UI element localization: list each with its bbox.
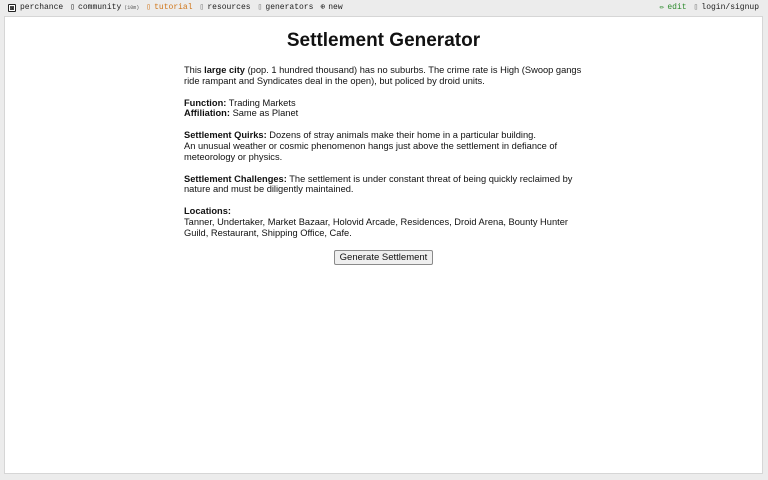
nav-perchance[interactable] xyxy=(8,0,63,16)
dice-icon xyxy=(8,4,16,12)
account-links xyxy=(660,0,759,16)
nav-resources[interactable] xyxy=(200,0,251,16)
settlement-size: large city xyxy=(204,65,245,75)
quirks-block xyxy=(184,130,589,162)
function-value: Trading Markets xyxy=(228,97,296,108)
function-label: Function: xyxy=(184,97,227,108)
nav-generators-label: generators xyxy=(265,3,314,12)
challenges-label: Settlement Challenges: xyxy=(184,173,287,184)
pencil-icon: ✏ xyxy=(659,3,665,12)
generate-settlement-button[interactable]: Generate Settlement xyxy=(334,250,434,265)
function-affiliation-block xyxy=(184,98,589,120)
button-row xyxy=(5,247,762,265)
login-link[interactable] xyxy=(694,0,759,16)
folder-icon: ▯ xyxy=(199,3,205,12)
affiliation-label: Affiliation: xyxy=(184,108,230,119)
intro-prefix: This xyxy=(184,65,205,75)
top-nav-bar xyxy=(0,0,768,16)
book-icon: ▯ xyxy=(146,3,152,12)
nav-tutorial-label: tutorial xyxy=(154,3,193,12)
challenges-value: The settlement is under constant threat of being quickly reclaimed by nature and must be diligently maintained. xyxy=(184,173,573,195)
locations-block xyxy=(184,206,589,238)
intro-paragraph xyxy=(184,65,589,87)
grid-icon: ▯ xyxy=(257,3,263,12)
challenges-block xyxy=(184,174,589,196)
nav-community-label: community xyxy=(78,3,122,12)
nav-tutorial[interactable] xyxy=(146,0,192,16)
nav-perchance-label: perchance xyxy=(20,3,64,12)
nav-community[interactable] xyxy=(70,0,139,16)
locations-value: Tanner, Undertaker, Market Bazaar, Holovid Arcade, Residences, Droid Arena, Bounty Hunter Guild, Restaurant, Shipping Office, Cafe. xyxy=(184,216,568,238)
intro-rest: (pop. 1 hundred thousand) has no suburbs. The crime rate is High (Swoop gangs ride rampant and Syndicates deal in the open), but policed by droid units. xyxy=(184,65,582,86)
generator-output-frame xyxy=(4,16,763,474)
locations-label: Locations: xyxy=(184,206,232,217)
community-activity-tag: (10m) xyxy=(124,5,140,11)
nav-generators[interactable] xyxy=(258,0,314,16)
quirk-2: An unusual weather or cosmic phenomenon hangs just above the settlement in defiance of meteorology or physics. xyxy=(184,140,558,162)
quirks-label: Settlement Quirks: xyxy=(184,130,267,141)
settlement-description xyxy=(184,65,589,250)
nav-links xyxy=(8,0,350,16)
page-title: Settlement Generator xyxy=(286,30,481,51)
plus-circle-icon: ⊕ xyxy=(320,3,326,12)
quirk-1: Dozens of stray animals make their home in a particular building. xyxy=(269,130,536,141)
chat-icon: ▯ xyxy=(70,3,76,12)
nav-resources-label: resources xyxy=(207,3,251,12)
nav-new-label: new xyxy=(328,3,343,12)
nav-new[interactable] xyxy=(320,0,342,16)
edit-link[interactable] xyxy=(660,0,687,16)
affiliation-value: Same as Planet xyxy=(232,108,299,119)
edit-label: edit xyxy=(667,3,687,12)
user-icon: ▯ xyxy=(693,3,699,12)
login-label: login/signup xyxy=(701,3,759,12)
